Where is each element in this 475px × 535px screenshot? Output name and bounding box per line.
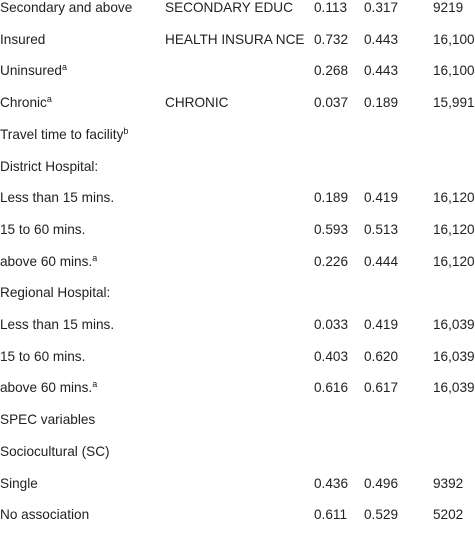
- std-dev-cell: 0.443: [364, 63, 399, 79]
- mean-cell: 0.403: [314, 348, 349, 364]
- table-row: [0, 220, 474, 250]
- std-dev-cell: 0.419: [364, 190, 399, 206]
- table-row: [0, 442, 474, 472]
- table-row: [0, 474, 474, 504]
- row-label: [0, 505, 89, 525]
- n-cell: 16,039: [433, 380, 475, 396]
- n-cell: 16,120: [433, 221, 475, 237]
- row-label-text: Sociocultural (SC): [0, 443, 110, 459]
- row-label: [0, 0, 132, 18]
- footnote-marker: b: [123, 125, 129, 136]
- mean-cell: 0.226: [314, 253, 349, 269]
- footnote-marker: a: [46, 94, 52, 105]
- mean-cell: 0.611: [314, 507, 348, 523]
- table-row: [0, 188, 474, 218]
- table-row: [0, 61, 474, 91]
- row-label-text: Secondary and above: [0, 0, 133, 15]
- row-label: [0, 347, 85, 367]
- row-label: [0, 157, 98, 177]
- mean-cell: 0.593: [314, 221, 349, 237]
- n-cell: 5202: [433, 507, 464, 523]
- row-label-text: 15 to 60 mins.: [0, 348, 86, 364]
- std-dev-cell: 0.620: [364, 348, 399, 364]
- std-dev-cell: 0.443: [364, 31, 399, 47]
- row-label-text: No association: [0, 507, 90, 523]
- table-row: [0, 283, 474, 313]
- row-label: [0, 315, 114, 335]
- row-label-text: Insured: [0, 31, 46, 47]
- table-row: [0, 252, 474, 282]
- n-cell: 16,100: [433, 63, 475, 79]
- table-row: [0, 505, 474, 535]
- row-label-text: Single: [0, 475, 38, 491]
- std-dev-cell: 0.444: [364, 253, 399, 269]
- mean-cell: 0.616: [314, 380, 349, 396]
- std-dev-cell: 0.189: [364, 95, 399, 111]
- n-cell: 16,120: [433, 253, 475, 269]
- n-cell: 9392: [433, 475, 464, 491]
- row-label-text: Uninsured: [0, 63, 62, 79]
- table-row: [0, 315, 474, 345]
- row-label-text: Less than 15 mins.: [0, 190, 115, 206]
- mean-cell: 0.189: [314, 190, 349, 206]
- footnote-marker: a: [92, 379, 98, 390]
- row-label-text: SPEC variables: [0, 412, 96, 428]
- row-label: [0, 220, 85, 240]
- std-dev-cell: 0.617: [364, 380, 399, 396]
- row-label-text: Less than 15 mins.: [0, 317, 115, 332]
- n-cell: 15,991: [433, 95, 475, 111]
- table-row: [0, 125, 474, 155]
- n-cell: 16,039: [433, 348, 475, 364]
- table-row: [0, 157, 474, 187]
- std-dev-cell: 0.513: [364, 221, 399, 237]
- row-label: [0, 252, 97, 272]
- row-label-text: above 60 mins.: [0, 253, 93, 269]
- std-dev-cell: 0.496: [364, 475, 399, 491]
- table-row: [0, 0, 474, 28]
- row-label-text: above 60 mins.: [0, 380, 93, 396]
- std-dev-cell: 0.419: [364, 317, 399, 332]
- mean-cell: 0.436: [314, 475, 349, 491]
- table-row: [0, 347, 474, 377]
- row-label: [0, 188, 114, 208]
- row-label: [0, 125, 128, 145]
- table-row: [0, 378, 474, 408]
- mean-cell: 0.732: [314, 31, 349, 47]
- n-cell: 9219: [433, 0, 464, 15]
- table-row: [0, 410, 474, 440]
- row-label: [0, 474, 38, 494]
- mean-cell: 0.268: [314, 63, 349, 79]
- footnote-marker: a: [92, 252, 98, 263]
- row-label: [0, 410, 95, 430]
- row-label: [0, 283, 110, 303]
- table-row: [0, 93, 474, 123]
- n-cell: 16,039: [433, 317, 475, 332]
- variable-name-cell: CHRONIC: [165, 95, 229, 111]
- std-dev-cell: 0.317: [364, 0, 399, 15]
- mean-cell: 0.033: [314, 317, 349, 332]
- row-label: [0, 378, 97, 398]
- mean-cell: 0.113: [314, 0, 348, 15]
- variable-name-cell: HEALTH INSURA NCE: [165, 31, 305, 47]
- std-dev-cell: 0.529: [364, 507, 399, 523]
- row-label: [0, 442, 110, 462]
- row-label-text: District Hospital:: [0, 158, 99, 174]
- row-label-text: Travel time to facility: [0, 126, 124, 142]
- table-row: [0, 30, 474, 60]
- row-label-text: 15 to 60 mins.: [0, 221, 86, 237]
- footnote-marker: a: [61, 62, 67, 73]
- row-label: [0, 93, 52, 113]
- row-label: [0, 30, 45, 50]
- n-cell: 16,100: [433, 31, 475, 47]
- n-cell: 16,120: [433, 190, 475, 206]
- row-label: [0, 61, 67, 81]
- variable-name-cell: SECONDARY EDUC: [165, 0, 293, 15]
- row-label-text: Regional Hospital:: [0, 285, 111, 301]
- row-label-text: Chronic: [0, 95, 47, 111]
- mean-cell: 0.037: [314, 95, 349, 111]
